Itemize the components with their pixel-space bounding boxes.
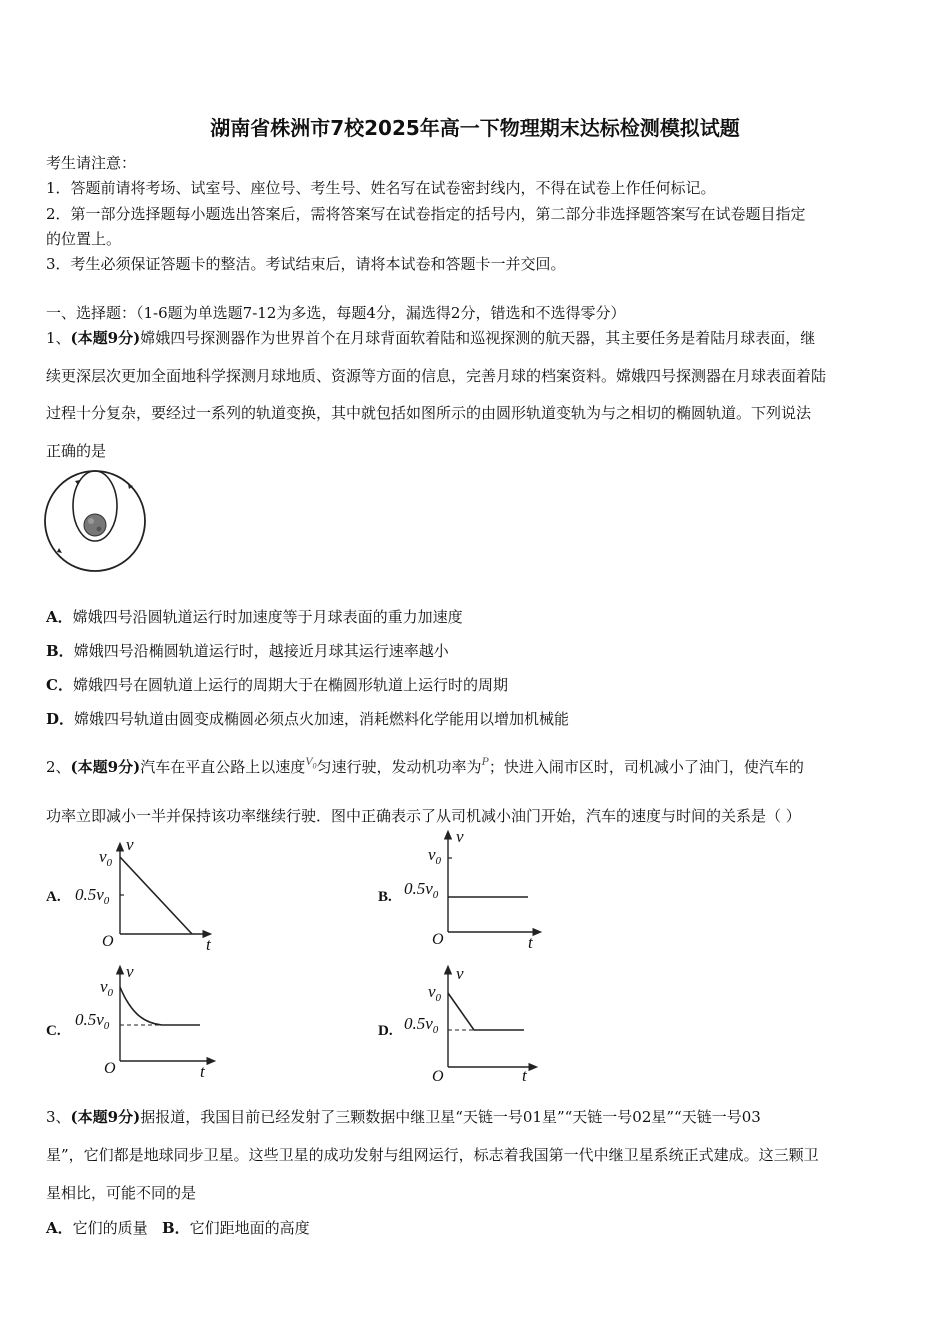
graph-a-v0-sub: 0 (106, 857, 113, 869)
graph-b-t-label: t (528, 933, 533, 952)
graph-c-origin: O (104, 1060, 116, 1077)
graph-b-v0-sub: 0 (435, 855, 442, 867)
graph-d-half-label (404, 1014, 439, 1036)
q3-line-1 (46, 1106, 761, 1127)
q3-option-a-label: A． (46, 1219, 73, 1237)
page-title: 湖南省株洲市7校2025年高一下物理期末达标检测模拟试题 (210, 116, 740, 140)
q1-option-c[interactable] (46, 674, 508, 695)
graph-a-half-sub: 0 (103, 895, 110, 907)
q2-text-b: 匀速行驶，发动机功率为 (316, 758, 482, 776)
graph-a-half: 0.5v (75, 885, 104, 904)
graph-b-v0-label (428, 845, 442, 867)
q3-option-a-text: 它们的质量 (72, 1219, 148, 1237)
q1-line-4: 正确的是 (46, 442, 107, 460)
graph-d-half-sub: 0 (432, 1024, 439, 1036)
q1-line-3: 过程十分复杂，要经过一系列的轨道变换，其中就包括如图所示的由圆形轨道变轨为与之相切的椭圆轨道。下列说法 (46, 404, 812, 422)
graph-b-v0: v (428, 845, 436, 864)
q1-option-d-text: 嫦娥四号轨道由圆变成椭圆必须点火加速，消耗燃料化学能用以增加机械能 (74, 710, 570, 728)
q3-option-b-label: B． (161, 1219, 190, 1237)
graph-d-v-label: v (456, 964, 464, 983)
q2-option-b-label[interactable]: B. (378, 889, 392, 905)
q2-option-c-label[interactable]: C. (46, 1023, 61, 1039)
q1-option-d-label: D． (46, 710, 75, 728)
graph-d-v0-sub: 0 (435, 992, 442, 1004)
graph-a-v-label: v (126, 838, 134, 854)
graph-c-v0: v (100, 977, 108, 996)
q1-option-b[interactable] (46, 640, 449, 661)
orbit-diagram (42, 468, 148, 574)
graph-b-half-label (404, 879, 439, 901)
q3-option-b[interactable] (162, 1219, 310, 1237)
q2-symbol-v0 (305, 754, 317, 771)
graph-d-curve (448, 993, 524, 1030)
q1-number: 1、 (46, 329, 71, 347)
graph-a-v0-label (99, 847, 113, 869)
notice-item-3: 3．考生必须保证答题卡的整洁。考试结束后，请将本试卷和答题卡一并交回。 (46, 255, 566, 273)
q2-text-c: ；快进入闹市区时，司机减小了油门，使汽车的 (488, 758, 804, 776)
graph-d-origin: O (432, 1068, 444, 1081)
graph-d-v0: v (428, 982, 436, 1001)
q1-tag: (本题9分) (70, 329, 141, 347)
graph-a-v0: v (99, 847, 107, 866)
graph-a-origin: O (102, 933, 114, 950)
q2-tag: (本题9分) (70, 758, 141, 776)
q2-symbol-v-sub: 0 (312, 761, 317, 771)
graph-c-v0-label (100, 977, 114, 999)
notice-heading: 考生请注意： (46, 154, 137, 172)
graph-c-half: 0.5v (75, 1010, 104, 1029)
q3-options-row (46, 1217, 310, 1238)
graph-b-half-sub: 0 (432, 889, 439, 901)
graph-d-t-label: t (522, 1066, 527, 1081)
graph-c-t-label: t (200, 1062, 205, 1081)
graph-a[interactable] (70, 838, 220, 953)
notice-item-1: 1．答题前请将考场、试室号、座位号、考生号、姓名写在试卷密封线内，不得在试卷上作任何标记。 (46, 179, 716, 197)
q1-option-d[interactable] (46, 708, 569, 729)
q1-option-c-label: C． (46, 676, 73, 694)
q2-text-a: 汽车在平直公路上以速度 (140, 758, 306, 776)
graph-b-half: 0.5v (404, 879, 433, 898)
q3-text-1: 据报道，我国目前已经发射了三颗数据中继卫星“天链一号01星”“天链一号02星”“天链一号03 (140, 1108, 761, 1126)
q1-line-1 (46, 327, 815, 348)
q2-number: 2、 (46, 758, 71, 776)
q1-text-1: 嫦娥四号探测器作为世界首个在月球背面软着陆和巡视探测的航天器，其主要任务是着陆月球表面，继 (140, 329, 816, 347)
graph-c-v0-sub: 0 (107, 987, 114, 999)
q3-tag: (本题9分) (70, 1108, 141, 1126)
graph-a-curve (120, 857, 192, 934)
q1-option-a[interactable] (46, 606, 463, 627)
q1-option-a-text: 嫦娥四号沿圆轨道运行时加速度等于月球表面的重力加速度 (72, 608, 463, 626)
q3-option-a[interactable] (46, 1219, 148, 1237)
q3-number: 3、 (46, 1108, 71, 1126)
section-heading: 一、选择题：（1-6题为单选题7-12为多选，每题4分，漏选得2分，错选和不选得零分） (46, 304, 626, 322)
graph-d-half: 0.5v (404, 1014, 433, 1033)
graph-d-v0-label (428, 982, 442, 1004)
notice-item-2-cont: 的位置上。 (46, 230, 122, 248)
q1-option-b-text: 嫦娥四号沿椭圆轨道运行时，越接近月球其运行速率越小 (73, 642, 449, 660)
q3-line-2: 星”，它们都是地球同步卫星。这些卫星的成功发射与组网运行，标志着我国第一代中继卫星系统正式建成。这三颗卫 (46, 1146, 819, 1164)
graph-c[interactable] (70, 963, 220, 1081)
graph-c-curve (120, 987, 200, 1025)
q3-option-b-text: 它们距地面的高度 (189, 1219, 310, 1237)
notice-item-2: 2．第一部分选择题每小题选出答案后，需将答案写在试卷指定的括号内，第二部分非选择题答案写在试卷题目指定 (46, 205, 806, 223)
graph-c-half-label (75, 1010, 110, 1032)
q1-option-b-label: B． (46, 642, 74, 660)
q1-option-a-label: A． (46, 608, 73, 626)
q2-line-2: 功率立即减小一半并保持该功率继续行驶．图中正确表示了从司机减小油门开始，汽车的速度与时间的关系是（ ） (46, 807, 801, 825)
q1-option-c-text: 嫦娥四号在圆轨道上运行的周期大于在椭圆形轨道上运行时的周期 (72, 676, 508, 694)
graph-d[interactable] (400, 963, 550, 1081)
graph-c-v-label: v (126, 963, 134, 981)
q2-symbol-p: P (481, 754, 489, 768)
q2-option-d-label[interactable]: D. (378, 1023, 393, 1039)
q3-line-3: 星相比，可能不同的是 (46, 1184, 197, 1202)
graph-b[interactable] (400, 828, 550, 952)
graph-b-origin: O (432, 931, 444, 948)
q1-line-2: 续更深层次更加全面地科学探测月球地质、资源等方面的信息，完善月球的档案资料。嫦娥四号探测器在月球表面着陆 (46, 367, 827, 385)
graph-a-t-label: t (206, 935, 211, 953)
graph-c-half-sub: 0 (103, 1020, 110, 1032)
graph-b-v-label: v (456, 828, 464, 846)
q2-symbol-v: V (305, 754, 313, 768)
graph-a-half-label (75, 885, 110, 907)
q2-line-1 (46, 756, 804, 777)
q2-option-a-label[interactable]: A. (46, 889, 61, 905)
